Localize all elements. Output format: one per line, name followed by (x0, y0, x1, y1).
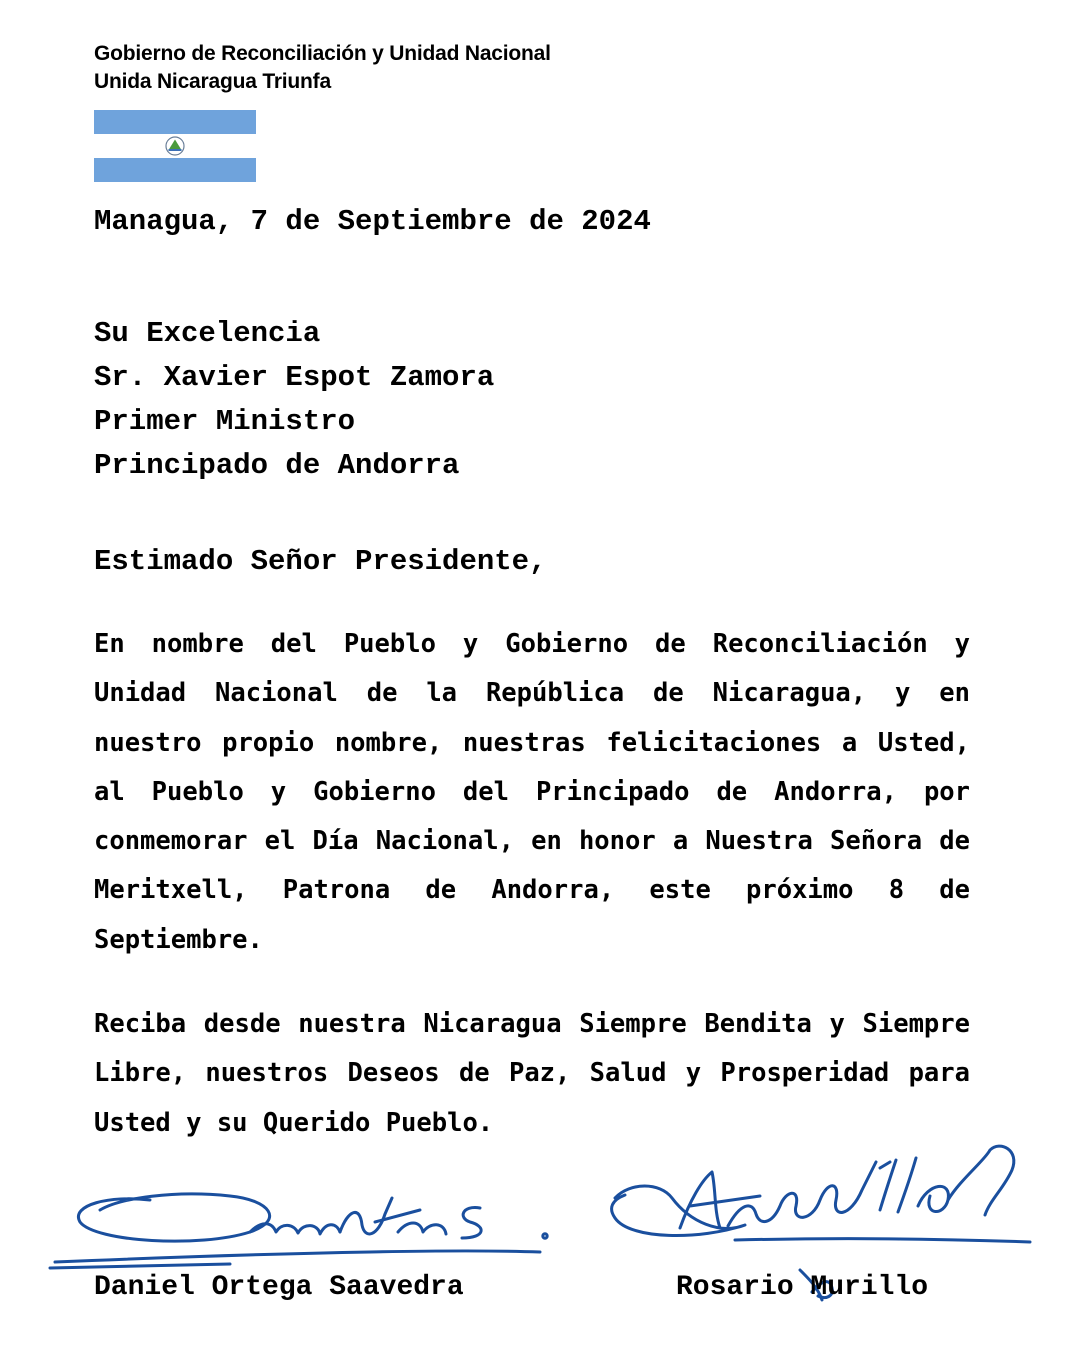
salutation: Estimado Señor Presidente, (94, 545, 547, 578)
letter-date: Managua, 7 de Septiembre de 2024 (94, 205, 651, 238)
addressee-name: Sr. Xavier Espot Zamora (94, 361, 495, 394)
letterhead-government-name: Gobierno de Reconciliación y Unidad Nacional (94, 42, 551, 65)
addressee-title: Primer Ministro (94, 405, 356, 438)
signer-name-1: Daniel Ortega Saavedra (94, 1272, 464, 1303)
body-paragraph-1: En nombre del Pueblo y Gobierno de Reconciliación y Unidad Nacional de la República de Nicaragua, y en nuestro propio nombre, nuestras felicitaciones a Usted, al Pueblo y Gobierno del Principado de Andorra, por conmemorar el Día Nacional, en honor a Nuestra Señora de Meritxell, Patrona de Andorra, este próximo 8 de Septiembre. (94, 629, 970, 955)
addressee-country: Principado de Andorra (94, 449, 460, 482)
signer-name-2: Rosario Murillo (676, 1272, 929, 1303)
signature-daniel-ortega (50, 1194, 547, 1268)
addressee-honorific: Su Excelencia (94, 317, 321, 350)
body-paragraph-2: Reciba desde nuestra Nicaragua Siempre Bendita y Siempre Libre, nuestros Deseos de Paz, Salud y Prosperidad para Usted y su Querido Pueblo. (94, 1009, 970, 1138)
letterhead-slogan: Unida Nicaragua Triunfa (94, 70, 331, 93)
